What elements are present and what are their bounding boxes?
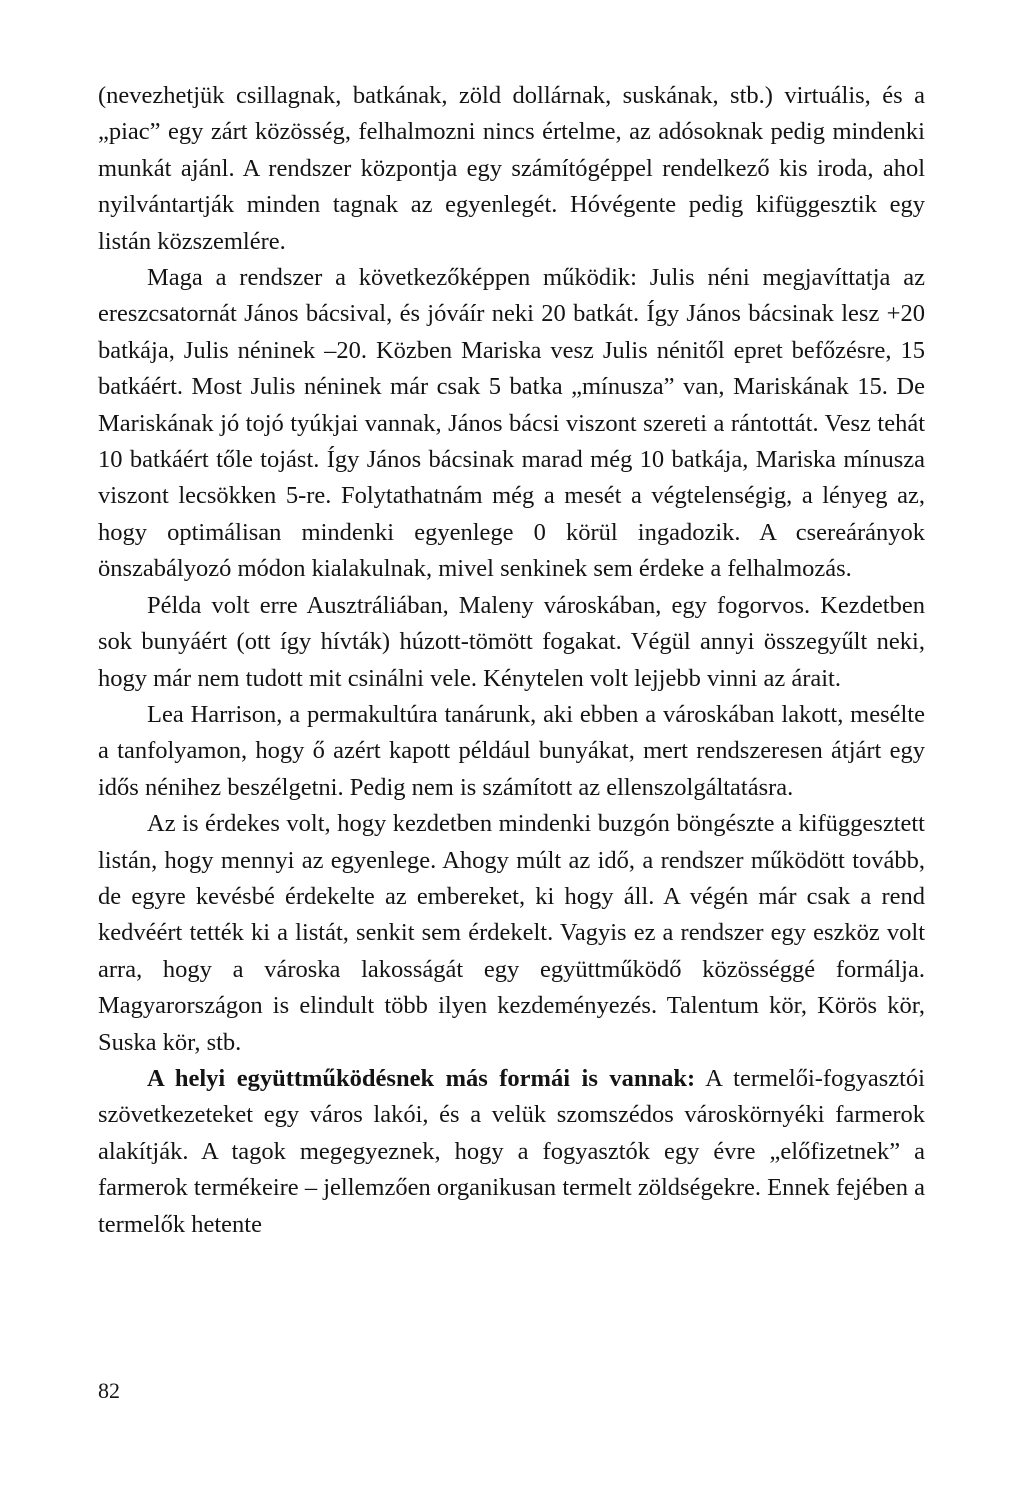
paragraph-6-bold-lead: A helyi együttműködésnek más formái is vannak: <box>147 1064 696 1092</box>
paragraph-1: (nevezhetjük csillagnak, batkának, zöld dollárnak, suskának, stb.) virtuális, és a „piac” egy zárt közösség, felhalmozni nincs értelme, az adósoknak pedig mindenki munkát ajánl. A rendszer központja egy számítógéppel rendelkező kis iroda, ahol nyilvántartják minden tagnak az egyenlegét. Hóvégente pedig kifüggesztik egy listán közszemlére. <box>98 82 925 255</box>
paragraph-5: Az is érdekes volt, hogy kezdetben mindenki buzgón böngészte a kifüggesztett listán, hogy mennyi az egyenlege. Ahogy múlt az idő, a rendszer működött tovább, de egyre kevésbé érdekelte az embereket, ki hogy áll. A végén már csak a rend kedvéért tették ki a listát, senkit sem érdekelt. Vagyis ez a rendszer egy eszköz volt arra, hogy a városka lakosságát egy együttműködő közösséggé formálja. Magyarországon is elindult több ilyen kezdeményezés. Talentum kör, Körös kör, Suska kör, stb. <box>98 810 925 1056</box>
paragraph-2: Maga a rendszer a következőképpen működik: Julis néni megjavíttatja az ereszcsatornát János bácsival, és jóváír neki 20 batkát. Így János bácsinak lesz +20 batkája, Julis néninek –20. Közben Mariska vesz Julis nénitől epret befőzésre, 15 batkáért. Most Julis néninek már csak 5 batka „mínusza” van, Mariskának 15. De Mariskának jó tojó tyúkjai vannak, János bácsi viszont szereti a rántottát. Vesz tehát 10 batkáért tőle tojást. Így János bácsinak marad még 10 batkája, Mariska mínusza viszont lecsökken 5-re. Folytathatnám még a mesét a végtelenségig, a lényeg az, hogy optimálisan mindenki egyenlege 0 körül ingadozik. A csereárányok önszabályozó módon kialakulnak, mivel senkinek sem érdeke a felhalmozás. <box>98 264 925 583</box>
page-number: 82 <box>98 1378 120 1403</box>
paragraph-4: Lea Harrison, a permakultúra tanárunk, aki ebben a városkában lakott, mesélte a tanfolyamon, hogy ő azért kapott például bunyákat, mert rendszeresen átjárt egy idős nénihez beszélgetni. Pedig nem is számított az ellenszolgáltatásra. <box>98 700 925 801</box>
paragraph-6-text: A termelői-fogyasztói szövetkezeteket egy város lakói, és a velük szomszédos városkörnyéki farmerok alakítják. A tagok megegyeznek, hogy a fogyasztók egy évre „előfizetnek” a farmerok termékeire – jellemzően organikusan termelt zöldségekre. Ennek fejében a termelők hetente <box>98 1064 925 1238</box>
paragraph-3: Példa volt erre Ausztráliában, Maleny városkában, egy fogorvos. Kezdetben sok bunyáért (ott így hívták) húzott-tömött fogakat. Végül annyi összegyűlt neki, hogy már nem tudott mit csinálni vele. Kénytelen volt lejjebb vinni az árait. <box>98 591 925 692</box>
page-body <box>98 78 925 1243</box>
paragraph-6 <box>98 1061 925 1243</box>
